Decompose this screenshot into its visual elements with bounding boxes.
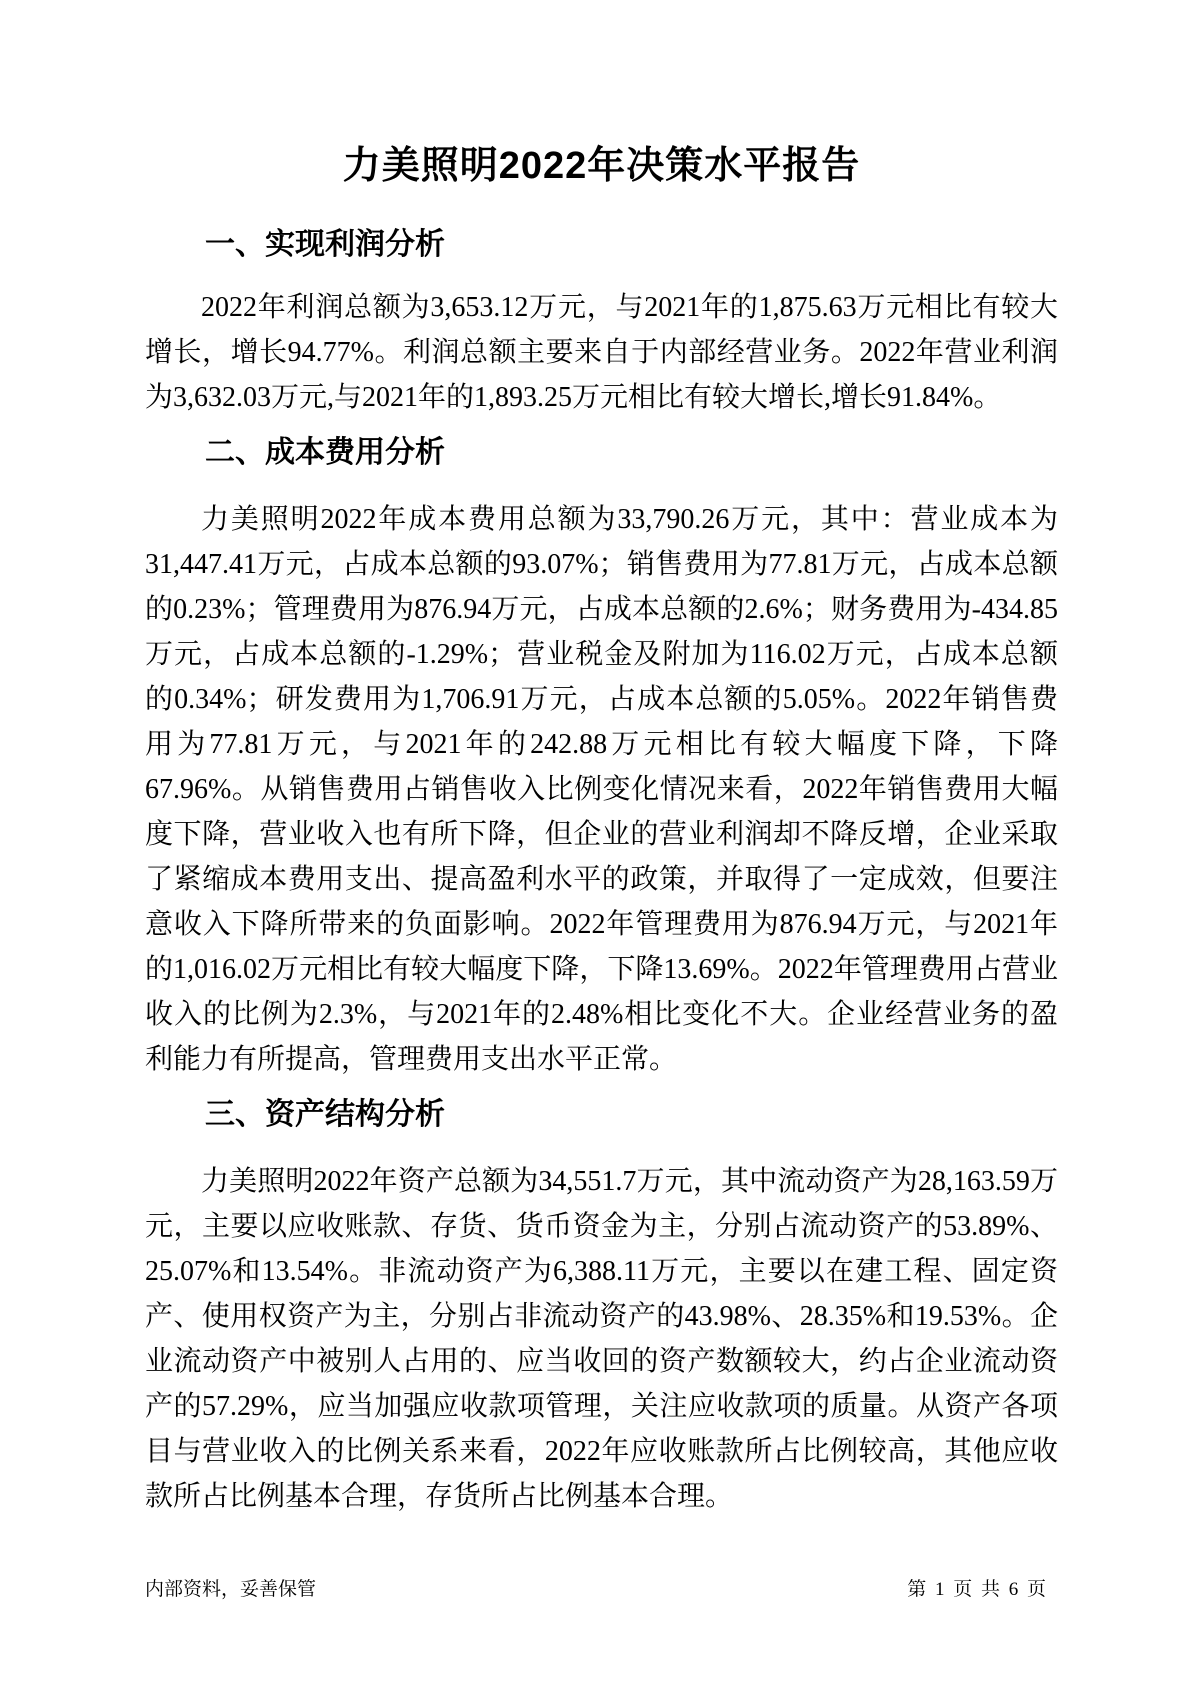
confidential-note: 内部资料，妥善保管	[145, 1579, 317, 1600]
page-footer	[145, 1575, 1048, 1605]
paragraph-cost-expense-analysis: 力美照明2022年成本费用总额为33,790.26万元，其中：营业成本为31,447.41万元，占成本总额的93.07%；销售费用为77.81万元，占成本总额的0.23%；管理费用为876.94万元，占成本总额的2.6%；财务费用为-434.85万元，占成本总额的-1.29%；营业税金及附加为116.02万元，占成本总额的0.34%；研发费用为1,706.91万元，占成本总额的5.05%。2022年销售费用为77.81万元，与2021年的242.88万元相比有较大幅度下降，下降67.96%。从销售费用占销售收入比例变化情况来看，2022年销售费用大幅度下降，营业收入也有所下降，但企业的营业利润却不降反增，企业采取了紧缩成本费用支出、提高盈利水平的政策，并取得了一定成效，但要注意收入下降所带来的负面影响。2022年管理费用为876.94万元，与2021年的1,016.02万元相比有较大幅度下降，下降13.69%。2022年管理费用占营业收入的比例为2.3%，与2021年的2.48%相比变化不大。企业经营业务的盈利能力有所提高，管理费用支出水平正常。	[145, 504, 1058, 1075]
page-number: 第 1 页 共 6 页	[907, 1579, 1048, 1600]
paragraph-asset-structure-analysis: 力美照明2022年资产总额为34,551.7万元，其中流动资产为28,163.59万元，主要以应收账款、存货、货币资金为主，分别占流动资产的53.89%、25.07%和13.54%。非流动资产为6,388.11万元，主要以在建工程、固定资产、使用权资产为主，分别占非流动资产的43.98%、28.35%和19.53%。企业流动资产中被别人占用的、应当收回的资产数额较大，约占企业流动资产的57.29%，应当加强应收款项管理，关注应收款项的质量。从资产各项目与营业收入的比例关系来看，2022年应收账款所占比例较高，其他应收款所占比例基本合理，存货所占比例基本合理。	[145, 1166, 1058, 1512]
document-title: 力美照明2022年决策水平报告	[342, 145, 861, 187]
paragraph-profit-analysis: 2022年利润总额为3,653.12万元，与2021年的1,875.63万元相比有较大增长，增长94.77%。利润总额主要来自于内部经营业务。2022年营业利润为3,632.03万元,与2021年的1,893.25万元相比有较大增长,增长91.84%。	[145, 292, 1058, 413]
section-heading-cost-expense-analysis: 二、成本费用分析	[205, 436, 445, 469]
section-heading-asset-structure-analysis: 三、资产结构分析	[205, 1098, 445, 1131]
section-heading-profit-analysis: 一、实现利润分析	[205, 228, 445, 261]
